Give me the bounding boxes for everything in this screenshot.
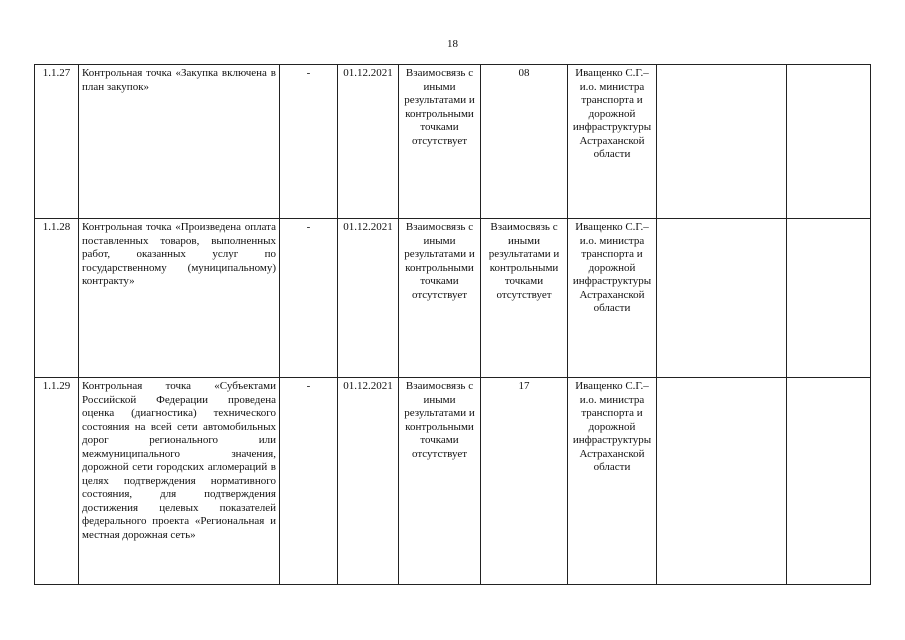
relation-cell: Взаимосвязь с иными результатами и контрольными точками отсутствует [399, 65, 481, 219]
empty-cell [657, 219, 787, 378]
empty-cell [657, 65, 787, 219]
start-date: - [280, 219, 338, 378]
responsible-cell: Иващенко С.Г.– и.о. министра транспорта и дорожной инфраструктуры Астраханской области [568, 378, 657, 585]
code-cell: 08 [481, 65, 568, 219]
control-point-name: Контрольная точка «Произведена оплата поставленных товаров, выполненных работ, оказанных услуг по государственному (муниципальному) контракту» [79, 219, 280, 378]
row-number: 1.1.28 [35, 219, 79, 378]
responsible-cell: Иващенко С.Г.– и.о. министра транспорта и дорожной инфраструктуры Астраханской области [568, 65, 657, 219]
relation-cell: Взаимосвязь с иными результатами и контрольными точками отсутствует [399, 378, 481, 585]
relation-cell: Взаимосвязь с иными результатами и контрольными точками отсутствует [399, 219, 481, 378]
table-row [35, 378, 871, 585]
table-row [35, 219, 871, 378]
control-point-name: Контрольная точка «Субъектами Российской Федерации проведена оценка (диагностика) технического состояния на всей сети автомобильных дорог регионального или межмуниципального значения, дорожной сети городских агломераций в целях подтверждения нормативного состояния, для подтверждения достижения целевых показателей федерального проекта «Региональная и местная дорожная сеть» [79, 378, 280, 585]
empty-cell [787, 219, 871, 378]
control-points-table [34, 64, 871, 585]
empty-cell [787, 65, 871, 219]
end-date: 01.12.2021 [338, 219, 399, 378]
empty-cell [787, 378, 871, 585]
end-date: 01.12.2021 [338, 65, 399, 219]
page-number: 18 [447, 38, 458, 50]
row-number: 1.1.27 [35, 65, 79, 219]
end-date: 01.12.2021 [338, 378, 399, 585]
code-cell: Взаимосвязь с иными результатами и контрольными точками отсутствует [481, 219, 568, 378]
empty-cell [657, 378, 787, 585]
start-date: - [280, 65, 338, 219]
responsible-cell: Иващенко С.Г.– и.о. министра транспорта и дорожной инфраструктуры Астраханской области [568, 219, 657, 378]
start-date: - [280, 378, 338, 585]
control-point-name: Контрольная точка «Закупка включена в план закупок» [79, 65, 280, 219]
code-cell: 17 [481, 378, 568, 585]
row-number: 1.1.29 [35, 378, 79, 585]
table-row [35, 65, 871, 219]
